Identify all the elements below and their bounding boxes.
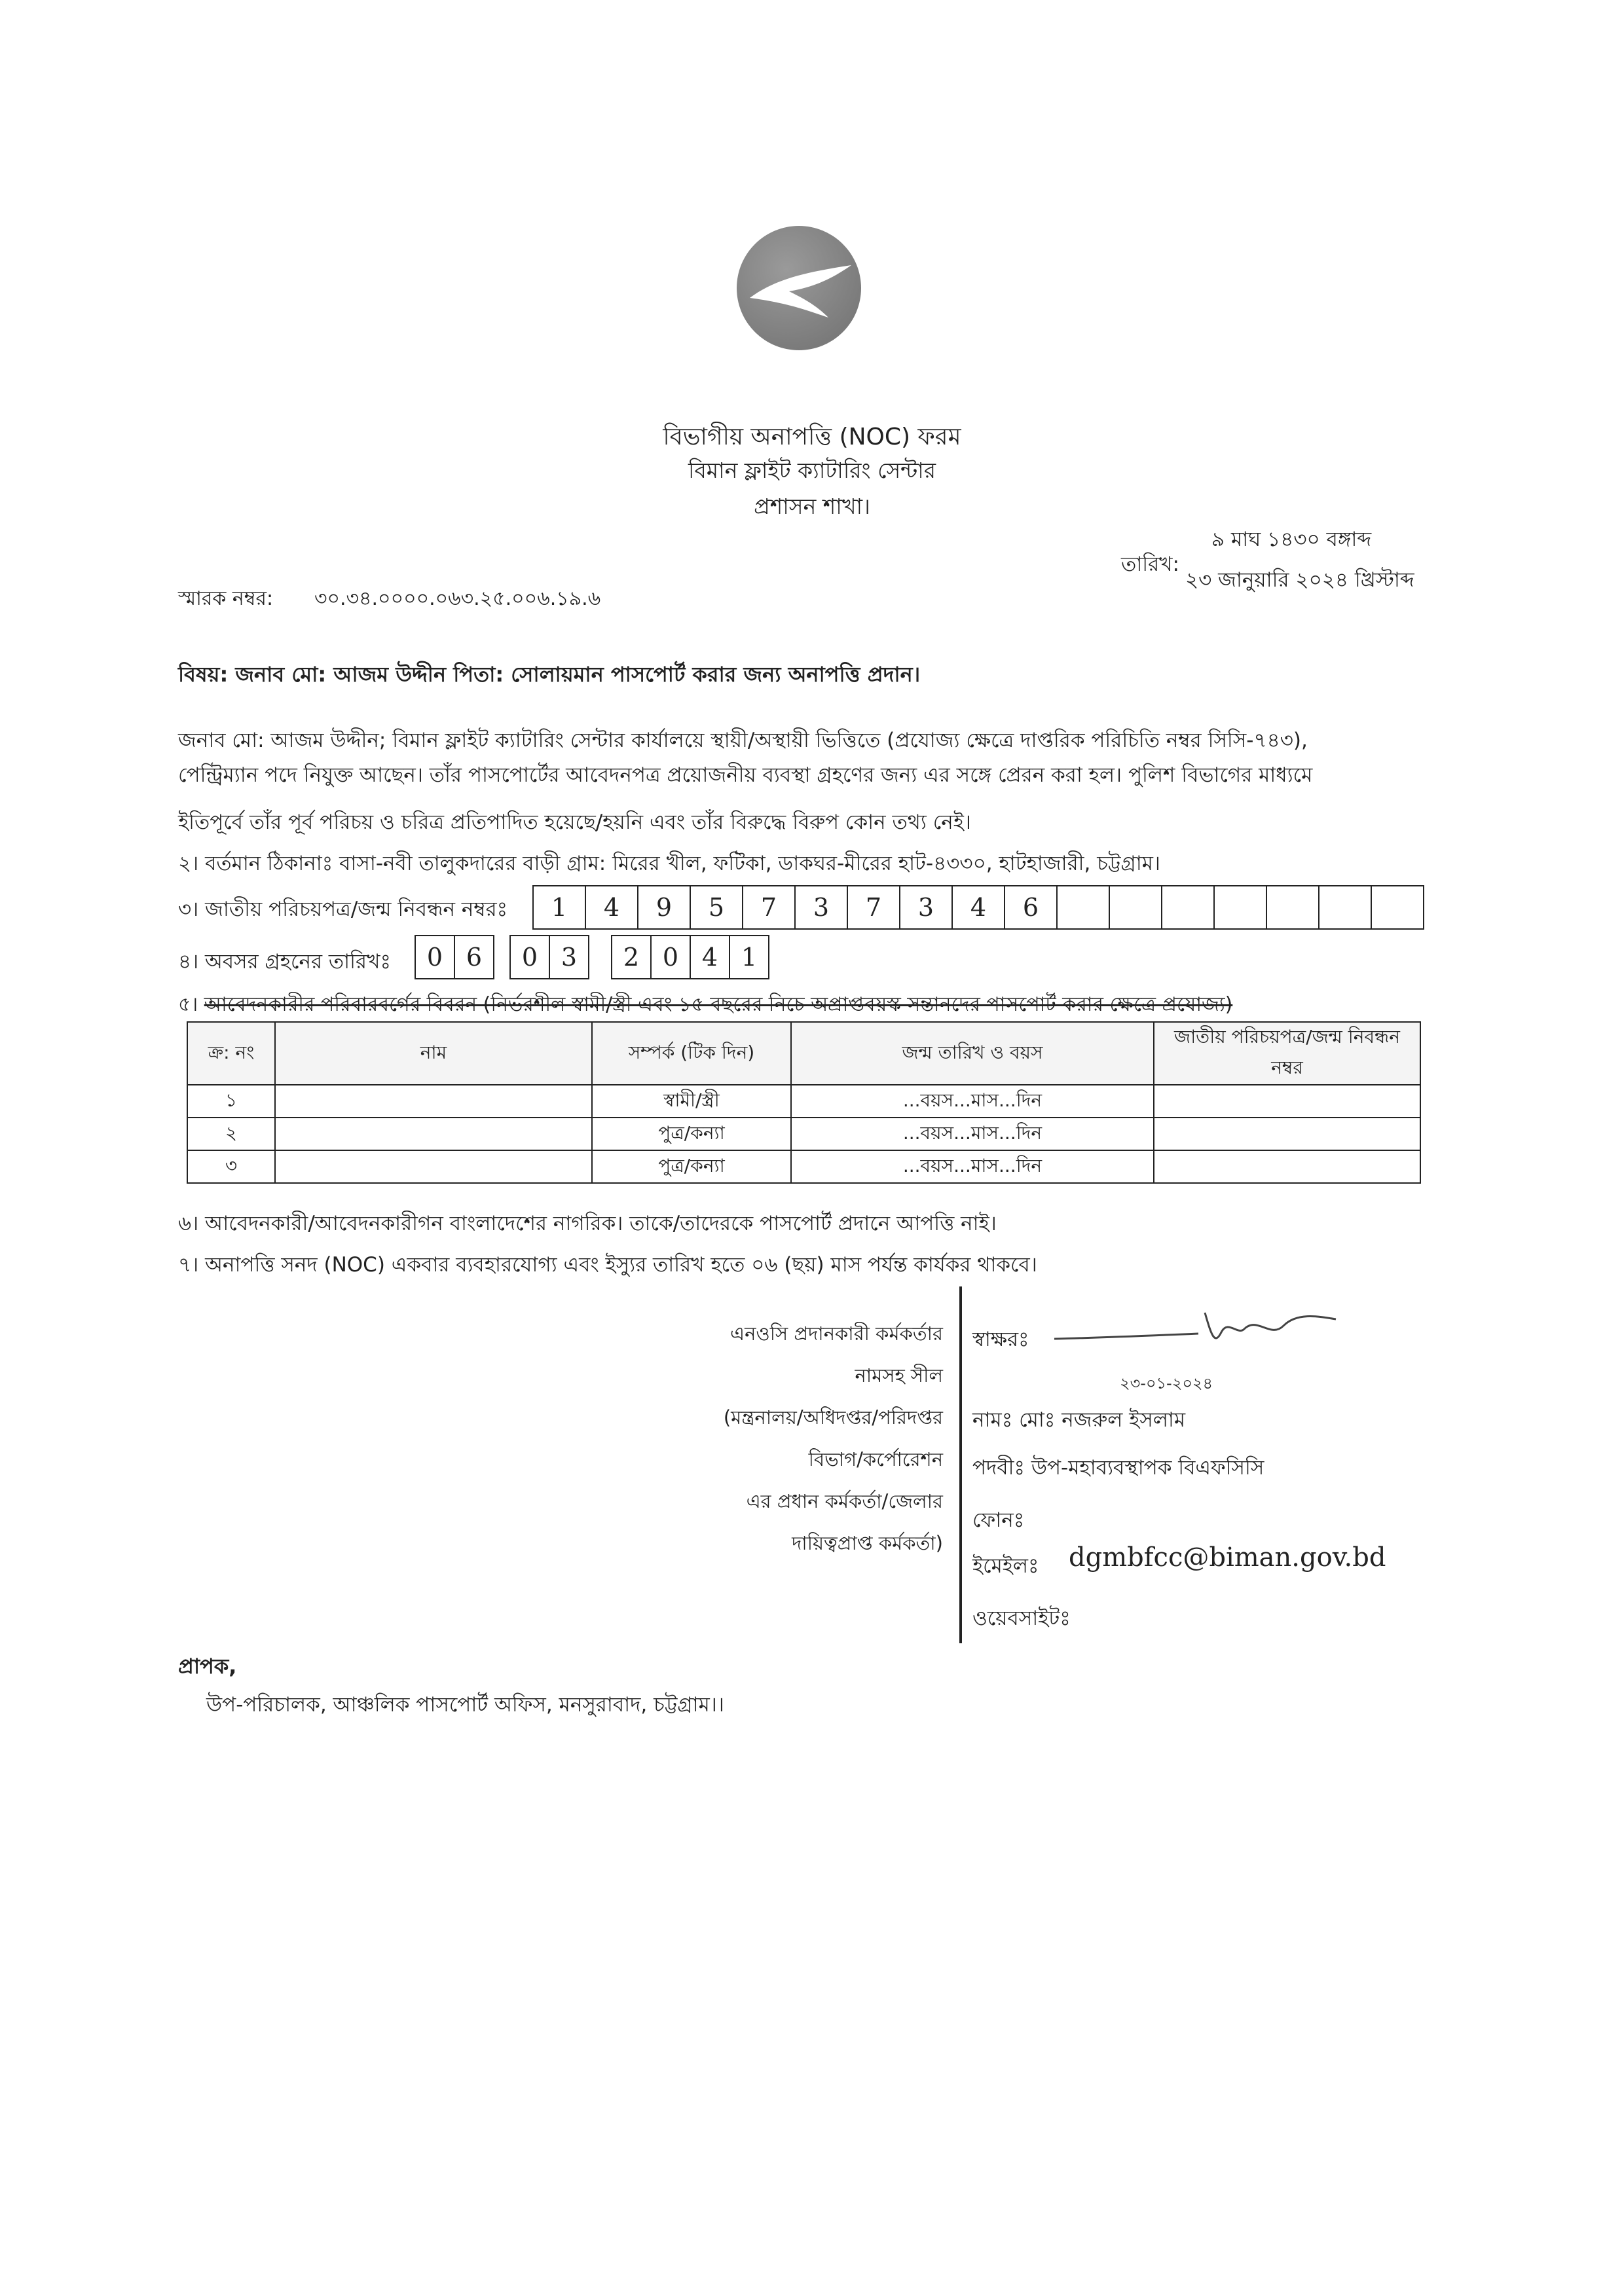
retire-day-boxes bbox=[416, 935, 494, 979]
biman-logo bbox=[737, 226, 861, 350]
para1-line2: পেন্ট্রিম্যান পদে নিযুক্ত আছেন। তাঁর পাসপোর্টের আবেদনপত্র প্রয়োজনীয় ব্যবস্থা গ্রহণের জন্য এর সঙ্গে প্রেরন করা হল। পুলিশ বিভাগের মাধ্যমে bbox=[178, 763, 1313, 787]
cell-serial: ১ bbox=[187, 1085, 275, 1118]
signature-scribble-icon bbox=[1048, 1300, 1349, 1358]
cell-dob: ...বয়স...মাস...দিন bbox=[791, 1150, 1154, 1183]
cell-serial: ৩ bbox=[187, 1150, 275, 1183]
table-row bbox=[187, 1085, 1420, 1118]
nid-digit: 7 bbox=[742, 885, 796, 930]
nid-digit: 3 bbox=[899, 885, 953, 930]
officer-left-line: বিভাগ/কর্পোরেশন bbox=[808, 1448, 943, 1470]
recipient-address: উপ-পরিচালক, আঞ্চলিক পাসপোর্ট অফিস, মনসুরাবাদ, চট্টগ্রাম।। bbox=[206, 1693, 724, 1717]
bird-icon bbox=[737, 226, 861, 350]
cell-dob: ...বয়স...মাস...দিন bbox=[791, 1085, 1154, 1118]
officer-left-line: (মন্ত্রনালয়/অধিদপ্তর/পরিদপ্তর bbox=[723, 1406, 943, 1429]
form-title: বিভাগীয় অনাপত্তি (NOC) ফরম bbox=[663, 424, 961, 450]
nid-digit bbox=[1371, 885, 1424, 930]
table-row bbox=[187, 1118, 1420, 1150]
item7: ৭। অনাপত্তি সনদ (NOC) একবার ব্যবহারযোগ্য এবং ইস্যুর তারিখ হতে ০৬ (ছয়) মাস পর্যন্ত কার্যকর থাকবে। bbox=[178, 1253, 1037, 1277]
nid-digit bbox=[1266, 885, 1320, 930]
table-header-row bbox=[187, 1022, 1420, 1085]
cell-name bbox=[275, 1085, 592, 1118]
cell-name bbox=[275, 1150, 592, 1183]
retire-digit: 3 bbox=[549, 935, 589, 979]
officer-email: dgmbfcc@biman.gov.bd bbox=[1069, 1542, 1386, 1573]
nid-boxes bbox=[534, 885, 1424, 930]
item4-label: ৪। অবসর গ্রহনের তারিখঃ bbox=[178, 950, 391, 974]
item3-label: ৩। জাতীয় পরিচয়পত্র/জন্ম নিবন্ধন নম্বরঃ bbox=[178, 898, 508, 921]
officer-left-line: এর প্রধান কর্মকর্তা/জেলার bbox=[746, 1490, 943, 1512]
cell-relation: পুত্র/কন্যা bbox=[592, 1150, 791, 1183]
nid-digit: 4 bbox=[951, 885, 1005, 930]
signature-label: স্বাক্ষরঃ bbox=[972, 1328, 1029, 1351]
nid-digit: 1 bbox=[532, 885, 586, 930]
item5-prefix: ৫। bbox=[178, 993, 204, 1016]
branch-name: প্রশাসন শাখা। bbox=[754, 494, 870, 519]
item5 bbox=[178, 989, 1232, 1022]
memo-label: স্মারক নম্বর: bbox=[178, 587, 274, 610]
officer-name: নামঃ মোঃ নজরুল ইসলাম bbox=[972, 1408, 1186, 1432]
nid-digit: 3 bbox=[794, 885, 848, 930]
cell-nid bbox=[1154, 1085, 1420, 1118]
col-name: নাম bbox=[275, 1022, 592, 1085]
nid-digit: 5 bbox=[690, 885, 743, 930]
retire-digit: 6 bbox=[454, 935, 494, 979]
item6: ৬। আবেদনকারী/আবেদনকারীগন বাংলাদেশের নাগরিক। তাকে/তাদেরকে পাসপোর্ট প্রদানে আপত্তি নাই। bbox=[178, 1212, 997, 1235]
officer-designation: পদবীঃ উপ-মহাব্যবস্থাপক বিএফসিসি bbox=[972, 1456, 1264, 1480]
cell-relation: পুত্র/কন্যা bbox=[592, 1118, 791, 1150]
cell-nid bbox=[1154, 1150, 1420, 1183]
retire-digit: 0 bbox=[415, 935, 455, 979]
retire-digit: 0 bbox=[650, 935, 691, 979]
nid-digit bbox=[1318, 885, 1372, 930]
retire-year-boxes bbox=[612, 935, 769, 979]
officer-phone: ফোনঃ bbox=[972, 1508, 1025, 1532]
officer-left-line: দায়িত্বপ্রাপ্ত কর্মকর্তা) bbox=[792, 1532, 943, 1554]
retire-digit: 0 bbox=[509, 935, 550, 979]
nid-digit bbox=[1213, 885, 1267, 930]
cell-name bbox=[275, 1118, 592, 1150]
subject: বিষয়: জনাব মো: আজম উদ্দীন পিতা: সোলায়মান পাসপোর্ট করার জন্য অনাপত্তি প্রদান। bbox=[178, 662, 921, 687]
officer-left-line: নামসহ সীল bbox=[855, 1364, 943, 1387]
item2-address: ২। বর্তমান ঠিকানাঃ বাসা-নবী তালুকদারের বাড়ী গ্রাম: মিরের খীল, ফটিকা, ডাকঘর-মীরের হাট-৪৩৩০, হাটহাজারী, চট্টগ্রাম। bbox=[178, 852, 1161, 875]
signature-divider bbox=[959, 1286, 962, 1643]
table-row bbox=[187, 1150, 1420, 1183]
nid-digit: 9 bbox=[637, 885, 691, 930]
bangla-date: ৯ মাঘ ১৪৩০ বঙ্গাব্দ bbox=[1211, 528, 1372, 551]
cell-relation: স্বামী/স্ত্রী bbox=[592, 1085, 791, 1118]
para1-line1: জনাব মো: আজম উদ্দীন; বিমান ফ্লাইট ক্যাটারিং সেন্টার কার্যালয়ে স্থায়ী/অস্থায়ী ভিত্তিতে (প্রযোজ্য ক্ষেত্রে দাপ্তরিক পরিচিতি নম্বর সিসি-৭৪৩), bbox=[178, 729, 1308, 752]
nid-digit: 4 bbox=[585, 885, 638, 930]
email-label: ইমেইলঃ bbox=[972, 1554, 1039, 1578]
org-name: বিমান ফ্লাইট ক্যাটারিং সেন্টার bbox=[688, 458, 936, 483]
col-nid: জাতীয় পরিচয়পত্র/জন্ম নিবন্ধন নম্বর bbox=[1154, 1022, 1420, 1085]
nid-digit bbox=[1161, 885, 1215, 930]
officer-left-block bbox=[589, 1313, 943, 1564]
sign-date: ২৩-০১-২০২৪ bbox=[1120, 1374, 1213, 1393]
officer-left-line: এনওসি প্রদানকারী কর্মকর্তার bbox=[730, 1322, 943, 1345]
english-date: ২৩ জানুয়ারি ২০২৪ খ্রিস্টাব্দ bbox=[1185, 568, 1414, 592]
family-table bbox=[187, 1021, 1421, 1184]
col-serial: ক্র: নং bbox=[187, 1022, 275, 1085]
col-dob: জন্ম তারিখ ও বয়স bbox=[791, 1022, 1154, 1085]
nid-digit: 7 bbox=[847, 885, 900, 930]
col-relation: সম্পর্ক (টিক দিন) bbox=[592, 1022, 791, 1085]
retire-month-boxes bbox=[511, 935, 589, 979]
nid-digit: 6 bbox=[1004, 885, 1058, 930]
memo-number: ৩০.৩৪.০০০০.০৬৩.২৫.০০৬.১৯.৬ bbox=[314, 587, 601, 610]
item5-struck-text: আবেদনকারীর পরিবারবর্গের বিবরন (নির্ভরশীল স্বামী/স্ত্রী এবং ১৫ বছরের নিচে অপ্রাপ্তবয়স্ক সন্তানদের পাসপোর্ট করার ক্ষেত্রে প্রযোজ্য) bbox=[204, 993, 1233, 1016]
recipient-label: প্রাপক, bbox=[178, 1654, 237, 1679]
nid-digit bbox=[1109, 885, 1162, 930]
retire-digit: 1 bbox=[729, 935, 769, 979]
para1-line3: ইতিপূর্বে তাঁর পূর্ব পরিচয় ও চরিত্র প্রতিপাদিত হয়েছে/হয়নি এবং তাঁর বিরুদ্ধে বিরুপ কোন তথ্য নেই। bbox=[178, 811, 971, 834]
cell-nid bbox=[1154, 1118, 1420, 1150]
cell-serial: ২ bbox=[187, 1118, 275, 1150]
officer-website: ওয়েবসাইটঃ bbox=[972, 1607, 1071, 1630]
retire-digit: 2 bbox=[611, 935, 652, 979]
cell-dob: ...বয়স...মাস...দিন bbox=[791, 1118, 1154, 1150]
retire-digit: 4 bbox=[690, 935, 730, 979]
date-label: তারিখ: bbox=[1121, 553, 1179, 576]
nid-digit bbox=[1056, 885, 1110, 930]
